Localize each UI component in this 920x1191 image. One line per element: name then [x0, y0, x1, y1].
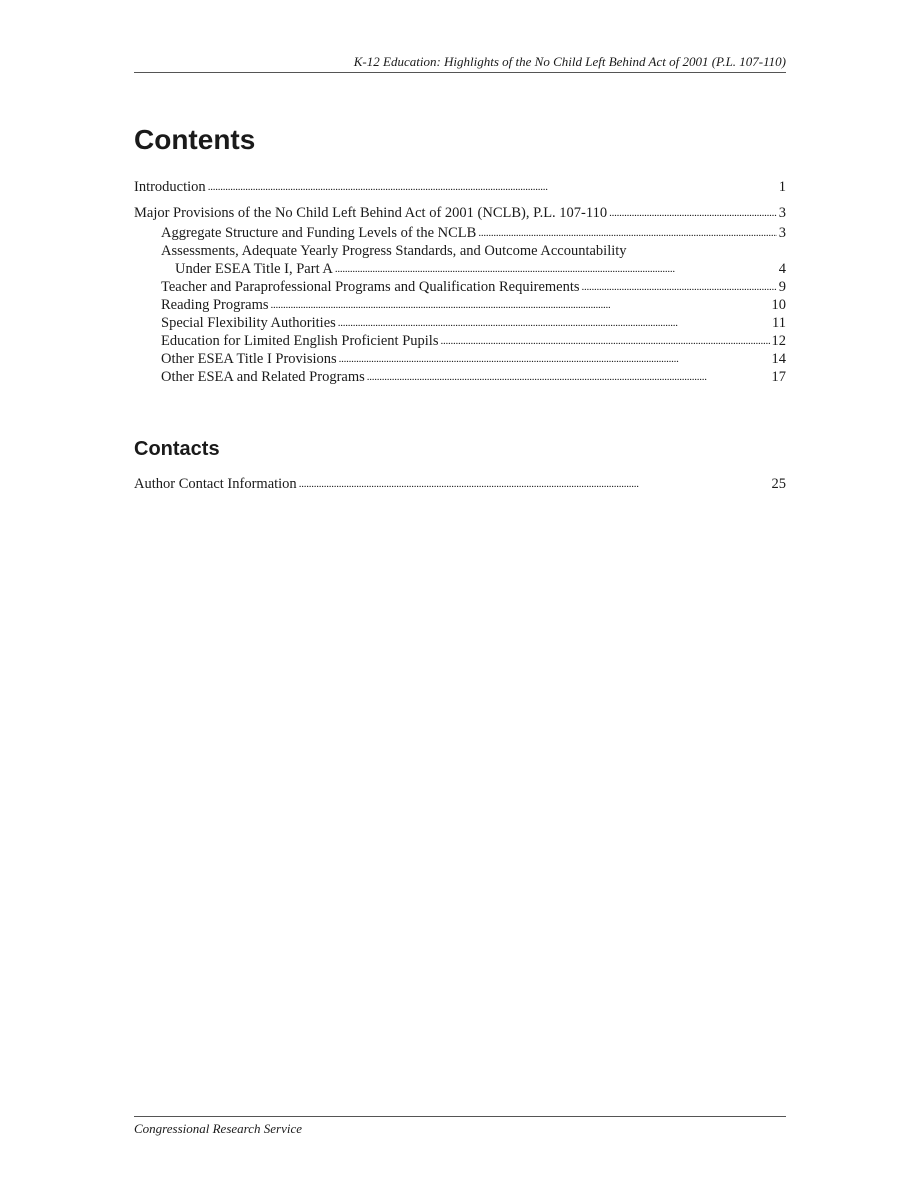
toc-page-number: 14 — [771, 351, 786, 367]
toc-entry-label: Introduction — [134, 179, 206, 195]
toc-page-number: 11 — [772, 315, 786, 331]
toc-entry-teacher-programs[interactable] — [134, 278, 786, 296]
table-of-contents — [134, 178, 786, 386]
toc-page-number: 10 — [771, 297, 786, 313]
toc-entry-label: Author Contact Information — [134, 476, 297, 492]
toc-entry-reading-programs[interactable] — [134, 296, 786, 314]
toc-page-number: 9 — [778, 279, 786, 295]
toc-entry-author-contact[interactable] — [134, 475, 786, 493]
toc-leader-dots — [582, 278, 777, 296]
toc-page-number: 3 — [778, 225, 786, 241]
toc-leader-dots — [338, 314, 770, 332]
toc-entry-assessments-line1[interactable] — [134, 242, 786, 260]
toc-leader-dots — [478, 224, 776, 242]
toc-entry-other-esea[interactable] — [134, 368, 786, 386]
toc-entry-label: Teacher and Paraprofessional Programs and Qualification Requirements — [161, 279, 580, 295]
toc-entry-label: Reading Programs — [161, 297, 269, 313]
toc-page-number: 12 — [771, 333, 786, 349]
running-header: K-12 Education: Highlights of the No Child Left Behind Act of 2001 (P.L. 107-110) — [134, 54, 786, 73]
toc-leader-dots — [335, 260, 777, 278]
toc-page-number: 3 — [778, 205, 786, 221]
toc-entry-label: Assessments, Adequate Yearly Progress Standards, and Outcome Accountability — [161, 243, 627, 259]
toc-page-number: 17 — [771, 369, 786, 385]
toc-entry-assessments[interactable] — [134, 260, 786, 278]
toc-leader-dots — [299, 475, 770, 493]
toc-entry-label: Other ESEA Title I Provisions — [161, 351, 337, 367]
toc-entry-label: Aggregate Structure and Funding Levels of the NCLB — [161, 225, 477, 241]
toc-entry-label: Education for Limited English Proficient Pupils — [161, 333, 439, 349]
contacts-list — [134, 475, 786, 493]
toc-leader-dots — [339, 350, 770, 368]
toc-leader-dots — [271, 296, 770, 314]
toc-leader-dots — [367, 368, 770, 386]
contents-heading: Contents — [134, 124, 256, 155]
contacts-heading: Contacts — [134, 438, 220, 460]
toc-entry-label: Other ESEA and Related Programs — [161, 369, 365, 385]
toc-leader-dots — [609, 204, 777, 222]
toc-page-number: 25 — [771, 476, 786, 492]
toc-entry-other-title-i[interactable] — [134, 350, 786, 368]
running-footer: Congressional Research Service — [134, 1116, 786, 1137]
toc-entry-label: Special Flexibility Authorities — [161, 315, 336, 331]
toc-entry-major-provisions[interactable] — [134, 204, 786, 222]
toc-entry-lep-pupils[interactable] — [134, 332, 786, 350]
toc-page-number: 4 — [778, 261, 786, 277]
toc-leader-dots — [208, 178, 777, 196]
toc-entry-label: Major Provisions of the No Child Left Behind Act of 2001 (NCLB), P.L. 107-110 — [134, 205, 608, 221]
toc-page-number: 1 — [778, 179, 786, 195]
toc-entry-special-flexibility[interactable] — [134, 314, 786, 332]
toc-entry-introduction[interactable] — [134, 178, 786, 196]
toc-entry-label: Under ESEA Title I, Part A — [175, 261, 333, 277]
toc-leader-dots — [440, 332, 769, 350]
toc-entry-aggregate-structure[interactable] — [134, 224, 786, 242]
